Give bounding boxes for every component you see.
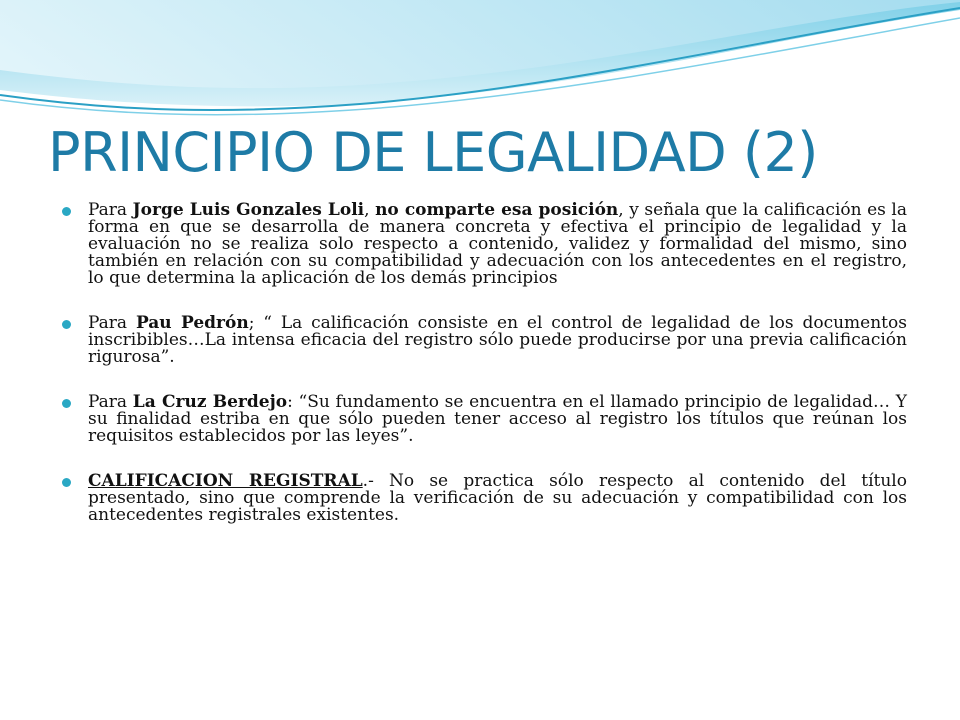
author-name: Jorge Luis Gonzales Loli	[132, 200, 365, 220]
term-heading: CALIFICACION REGISTRAL	[88, 471, 363, 491]
bullet-text: .- No se practica sólo respecto al contenido del título presentado, sino que comprende la verificación de su adecuación y compatibilidad con los antecedentes registrales existentes.	[88, 471, 907, 525]
bullet-prefix: Para	[88, 200, 133, 220]
emphasis-text: no comparte esa posición	[375, 200, 619, 220]
bullet-separator: ,	[364, 200, 376, 220]
bullet-calificacion-registral	[62, 473, 907, 524]
bullet-la-cruz-berdejo	[62, 394, 907, 445]
slide-title: PRINCIPIO DE LEGALIDAD (2)	[48, 121, 818, 184]
bullet-dot-icon	[62, 320, 71, 329]
bullet-gonzales-loli	[62, 202, 907, 287]
bullet-text: ; “ La calificación consiste en el control de legalidad de los documentos inscribibles…La intensa eficacia del registro sólo puede producirse por una previa calificación rigurosa”.	[88, 313, 907, 367]
bullet-pau-pedron	[62, 315, 907, 366]
bullet-text: : “Su fundamento se encuentra en el llamado principio de legalidad… Y su finalidad estriba en que sólo pueden tener acceso al registro los títulos que reúnan los requisitos establecidos por las leyes”.	[88, 392, 908, 446]
bullet-dot-icon	[62, 478, 71, 487]
bullet-list	[62, 202, 907, 552]
author-name: Pau Pedrón	[135, 313, 249, 333]
header-wave-decoration	[0, 0, 960, 130]
bullet-dot-icon	[62, 399, 71, 408]
author-name: La Cruz Berdejo	[132, 392, 288, 412]
bullet-text: , y señala que la calificación es la forma en que se desarrolla de manera concreta y efectiva el principio de legalidad y la evaluación no se realiza solo respecto a contenido, validez y formalidad del mismo, sino también en relación con su compatibilidad y adecuación con los antecedentes en el registro, lo que determina la aplicación de los demás principios	[88, 200, 908, 288]
bullet-dot-icon	[62, 207, 71, 216]
bullet-prefix: Para	[88, 392, 133, 412]
bullet-prefix: Para	[88, 313, 136, 333]
